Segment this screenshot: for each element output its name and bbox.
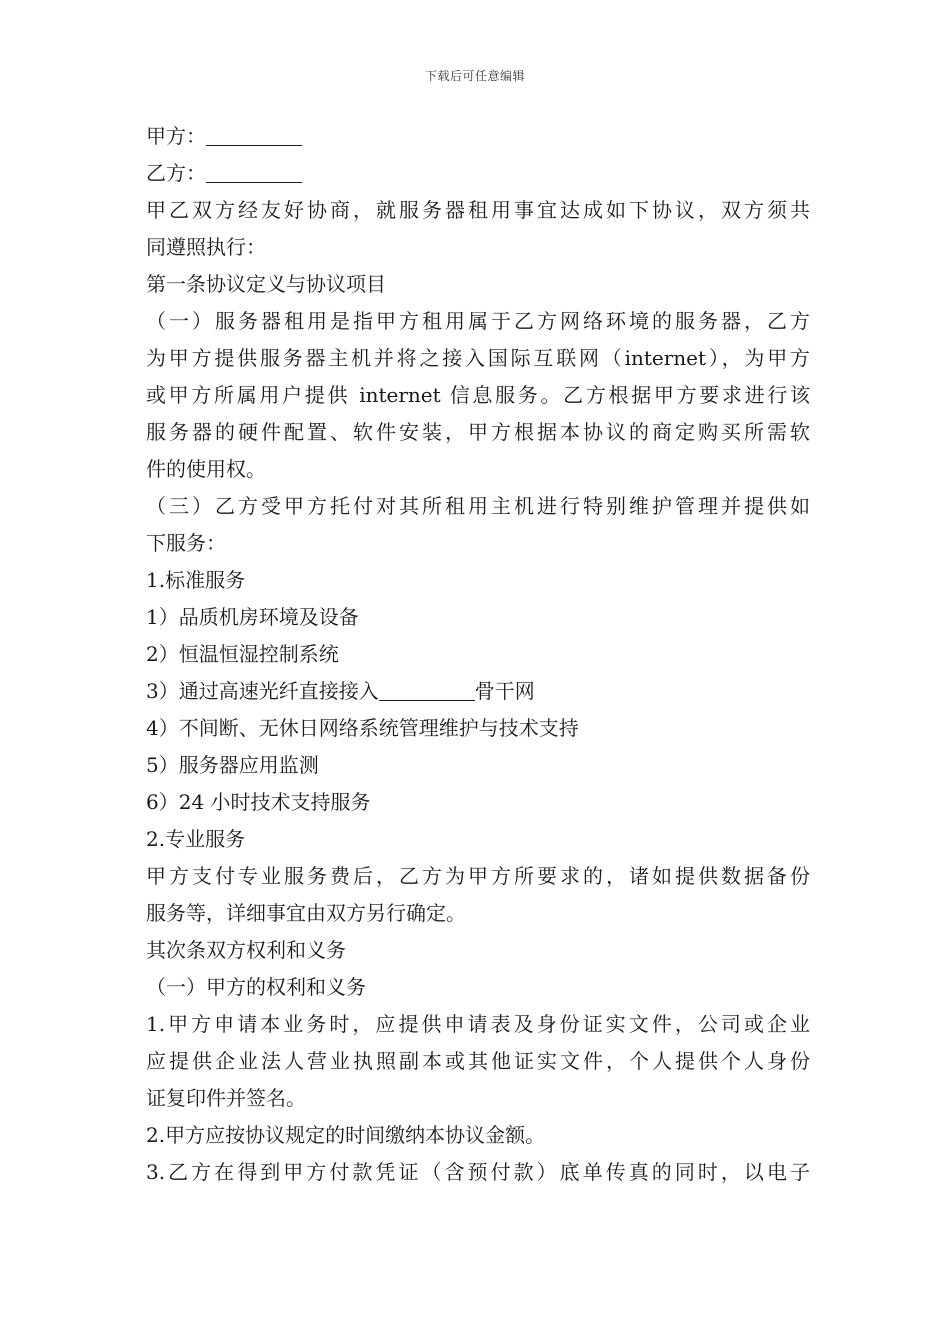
document-line [146, 969, 810, 1006]
document-line [146, 340, 810, 377]
line-suffix-text: 骨干网 [474, 679, 535, 703]
line-text: 乙方： [146, 161, 206, 185]
document-line [146, 488, 810, 525]
line-text: 为甲方提供服务器主机并将之接入国际互联网（internet），为甲方 [146, 346, 810, 370]
document-line [146, 118, 810, 155]
line-text: 1.标准服务 [146, 568, 246, 592]
document-line [146, 155, 810, 192]
document-line [146, 747, 810, 784]
document-line [146, 1006, 810, 1043]
document-line [146, 636, 810, 673]
line-text: 5）服务器应用监测 [146, 753, 319, 777]
document-line [146, 562, 810, 599]
document-line [146, 303, 810, 340]
line-text: 甲方支付专业服务费后，乙方为甲方所要求的，诸如提供数据备份 [146, 864, 810, 888]
line-text: 服务等，详细事宜由双方另行确定。 [146, 901, 466, 925]
line-text: 第一条协议定义与协议项目 [146, 272, 386, 296]
fill-in-blank[interactable] [206, 125, 302, 146]
document-line [146, 599, 810, 636]
line-text: 2.专业服务 [146, 827, 246, 851]
line-text: 同遵照执行： [146, 235, 266, 259]
document-line [146, 1043, 810, 1080]
document-line [146, 414, 810, 451]
fill-in-blank[interactable] [379, 680, 475, 701]
line-text: 1）品质机房环境及设备 [146, 605, 359, 629]
line-text: 甲乙双方经友好协商，就服务器租用事宜达成如下协议，双方须共 [146, 198, 810, 222]
line-text: 服务器的硬件配置、软件安装，甲方根据本协议的商定购买所需软 [146, 420, 810, 444]
line-text: 或甲方所属用户提供 internet 信息服务。乙方根据甲方要求进行该 [146, 383, 810, 407]
document-line [146, 451, 810, 488]
line-text: 4）不间断、无休日网络系统管理维护与技术支持 [146, 716, 579, 740]
fill-in-blank[interactable] [206, 162, 302, 183]
document-line [146, 525, 810, 562]
line-text: 2.甲方应按协议规定的时间缴纳本协议金额。 [146, 1123, 546, 1147]
document-line [146, 858, 810, 895]
document-line [146, 821, 810, 858]
line-text: 证复印件并签名。 [146, 1086, 306, 1110]
document-line [146, 895, 810, 932]
document-body [146, 118, 810, 1191]
document-line [146, 710, 810, 747]
line-text: （一）服务器租用是指甲方租用属于乙方网络环境的服务器，乙方 [146, 309, 810, 333]
document-line [146, 192, 810, 229]
line-text: 6）24 小时技术支持服务 [146, 790, 371, 814]
document-line [146, 784, 810, 821]
line-text: 件的使用权。 [146, 457, 266, 481]
document-line [146, 1117, 810, 1154]
line-text: （三）乙方受甲方托付对其所租用主机进行特别维护管理并提供如 [146, 494, 810, 518]
page-header-note: 下载后可任意编辑 [424, 69, 525, 83]
line-text: 3.乙方在得到甲方付款凭证（含预付款）底单传真的同时，以电子 [146, 1160, 810, 1184]
document-line [146, 266, 810, 303]
line-text: 1.甲方申请本业务时，应提供申请表及身份证实文件，公司或企业 [146, 1012, 810, 1036]
document-line [146, 673, 810, 710]
line-text: （一）甲方的权利和义务 [146, 975, 366, 999]
line-text: 其次条双方权利和义务 [146, 938, 346, 962]
line-text: 下服务： [146, 531, 226, 555]
document-line [146, 1154, 810, 1191]
document-line [146, 932, 810, 969]
document-line [146, 229, 810, 266]
line-text: 甲方： [146, 124, 206, 148]
document-line [146, 377, 810, 414]
line-text: 3）通过高速光纤直接接入 [146, 679, 379, 703]
line-text: 应提供企业法人营业执照副本或其他证实文件，个人提供个人身份 [146, 1049, 810, 1073]
document-line [146, 1080, 810, 1117]
line-text: 2）恒温恒湿控制系统 [146, 642, 339, 666]
